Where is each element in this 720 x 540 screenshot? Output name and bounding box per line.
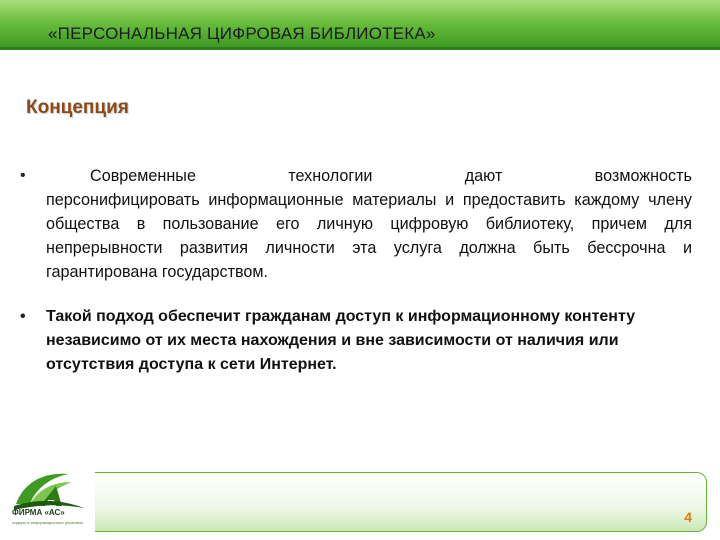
footer-bar — [95, 472, 707, 532]
bullet-item-2 — [20, 305, 692, 377]
section-title: Концепция — [26, 97, 129, 118]
company-name: ФИРМА «АС» — [12, 508, 65, 517]
header-bar — [0, 0, 720, 50]
company-tagline: лидеры в информационных решениях — [12, 520, 84, 525]
bullet-marker: • — [20, 167, 26, 184]
bullet-item-1-first-line: Современные технологии дают возможность — [90, 167, 692, 185]
bullet-item-2-text: Такой подход обеспечит гражданам доступ к информационному контенту независимо от их места нахождения и вне зависимости от наличия или отсутствия доступа к сети Интернет. — [46, 308, 636, 373]
bullet-item-1 — [20, 164, 692, 284]
bullet-list — [20, 164, 692, 377]
presentation-title: «ПЕРСОНАЛЬНАЯ ЦИФРОВАЯ БИБЛИОТЕКА» — [48, 24, 436, 43]
bullet-marker: • — [20, 308, 26, 325]
bullet-item-1-text: персонифицировать информационные материалы и предоставить каждому члену общества в пользование его личную цифровую библиотеку, причем для непрерывности развития личности эта услуга должна быть бессрочна и гарантирована государством. — [46, 191, 692, 281]
page-number: 4 — [684, 509, 692, 525]
